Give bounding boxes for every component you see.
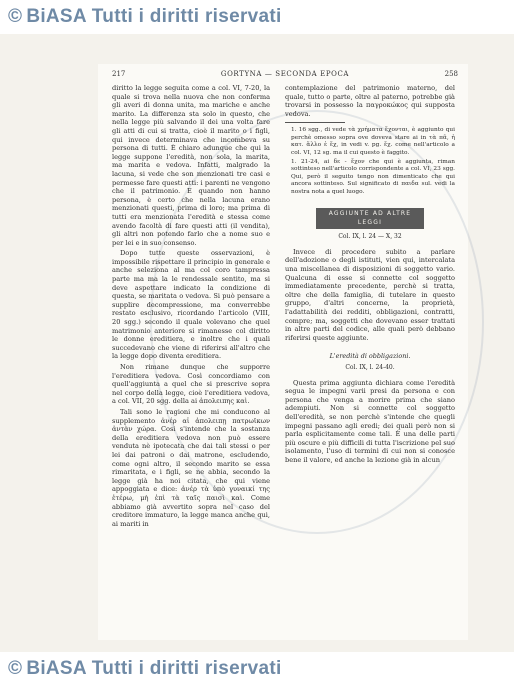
section-title: AGGIUNTE AD ALTRE LEGGI: [316, 208, 424, 229]
banner-logo: [8, 658, 282, 680]
left-page-number: 217: [112, 70, 126, 78]
footnote-rule: [285, 122, 345, 123]
running-header: [112, 70, 458, 78]
paragraph: Questa prima aggiunta dichiara come l'eredità segua le impegni varii presi da persona e con persona che venga a morire prima che siano adempiuti. Non si connette col soggetto dell'eredità, se non perchè s'intende che quegli impegni passano agli eredi; dei quali però non si parla esplicitamente come tali. È una delle parti più oscure e più difficili di tutta l'iscrizione pel suo isolamento, l'uso di termini di cui non si conosce bene il valore, ed anche la lezione già in alcun: [285, 378, 455, 464]
section-reference: Col. IX, l. 24 — X, 32: [338, 233, 402, 241]
paragraph: Invece di procedere subito a parlare dell'adozione o degli istituti, vien qui, intercalata una miscellanea di disposizioni di soggetto vario. Qualcuna di esse si connette col soggetto immediatamente precedente, perchè si tratta, oltre che della famiglia, di tutelare in questo gruppo, d'altri concerne, la proprietà, l'adattabilità dei redditi, obbligazioni, contratti, compre; ma, soggetti che dovevano esser trattati in altre parti del codice, alle quali però debbano riferirsi queste aggiunte.: [285, 247, 455, 342]
paragraph: diritto la legge seguita come a col. VI, 7-20, la quale si trova nella nuova che non conferma gli averi di donna unita, ma mariche e anche marito. La differenza sta solo in questo, che nella legge più salvando il dei una volta fare gli atti di cui si tratta, cioè il marito o i figli, qui invece determinava che incombeva su persona di tutti. È chiaro adunque che qui la legge suppone l'eredità, non sola, la marita, ma marita e vedova. Infatti, malgrado la lacuna, si vede che son menzionati tre casi e permesse fare questi atti: i parenti ne vengono che il patrimonio. E quando non hanno persona, è certo che nella lacuna erano menzionati questi, prima di loro; ma prima di tutti era menzionata l'eredità e stessa come avendo facoltà di fare questi atti (il vendita), gli altri non potendo farlo che a nome suo e per lei e in suo consenso.: [112, 84, 270, 247]
copyright-icon: ©: [8, 6, 23, 27]
footnote: 1. 16 sgg., di vede τὰ χρήματα ἔχονται, è aggiunto qui perchè omesso sopra ove doveva stare ai in τὰ πᾶ, ἡ κατ. ἄλλο ἐ ἔχ, in vedi v. pg. ἔχ. come nell'articolo a col. VI, 12 sg. ma il cui questo è faggito.: [291, 127, 455, 156]
left-column: [112, 84, 270, 530]
copyright-icon: ©: [8, 658, 23, 679]
right-page-number: 258: [444, 70, 458, 78]
paragraph: Non rimane dunque che supporre l'ereditiera vedova. Così concordiamo con quell'aggiunta a quel che si prescrive sopra nel corpo della legge, cioè l'ereditiera vedova, a col. VII, 20 sgg. della ai ἀπολειπης καὶ.: [112, 363, 270, 406]
copyright-banner-top: [0, 0, 514, 34]
banner-text: BiASA Tutti i diritti riservati: [26, 6, 282, 27]
right-column: [285, 84, 455, 466]
copyright-banner-bottom: [0, 652, 514, 686]
subsection-reference: Col. IX, l. 24-40.: [345, 363, 395, 371]
banner-text: BiASA Tutti i diritti riservati: [26, 658, 282, 679]
paragraph: Dopo tutte queste osservazioni, è impossibile rispettare il principio in generale e anche seleziona al ma col coro tampressa parte ma ma la le rendessale sentito, ma si deve aspettare indicato la condizione di questa, se maritata o vedova. Si può pensare a supplire decompressione, ma converrebbe restato esclusivo, ricordando l'articolo (VIII, 20 sgg.) secondo il quale volevano che quel matrimonio anteriore si rimanesse col diritto le donne ereditiera, e inoltre che i quali succedevano che viene di riferirsi all'altro che la legge dopo diventa ereditiera.: [112, 249, 270, 361]
subsection-title: L'eredità di obbligazioni.: [329, 352, 411, 361]
footnote: 1. 21-24, ai δε - ἔχον che qui è aggiunta, riman sottinteso nell'articolo corrispondente a col. VI, 23 sgg. Qui, però il seguito tengo non dimenticato che qui ancora sottinteso. Sul significato di παιδα sul. vedi la nostra nota a quel luogo.: [291, 159, 455, 195]
paragraph: Tali sono le ragioni che mi conducono al supplemento ἀνέρ αἰ ἀπολειπῃ πατρωϊκων ἀντὰν χώρα. Così s'intende che la sostanza della ereditiera vedova non può essere venduta nè ipotecata che dai tali stessi o per lei dai patroni o dai matrone, escludendo, come ogni altro, il secondo marito se essa rimaritata, e i figli, se ne abbia, secondo la legge già ha noi citata, che qui viene appoggiata e dice: ἀνέρ τὰ ὑπὸ γυναικί της ἐτέρω, μὴ ἐπὶ τὰ ταῖς παισὶ καὶ. Come abbiamo già avvertito sopra nel caso del creditore immaturo, la legge manca anche qui, ai mariti in: [112, 407, 270, 528]
running-title: GORTYNA — SECONDA EPOCA: [220, 70, 350, 78]
paragraph: contemplazione del patrimonio materno, del quale, tutto o parte, oltre al paterno, potrebbe già trovarsi in possesso la παγροκώκος qui supposta vedova.: [285, 84, 455, 118]
banner-logo: [8, 6, 282, 28]
